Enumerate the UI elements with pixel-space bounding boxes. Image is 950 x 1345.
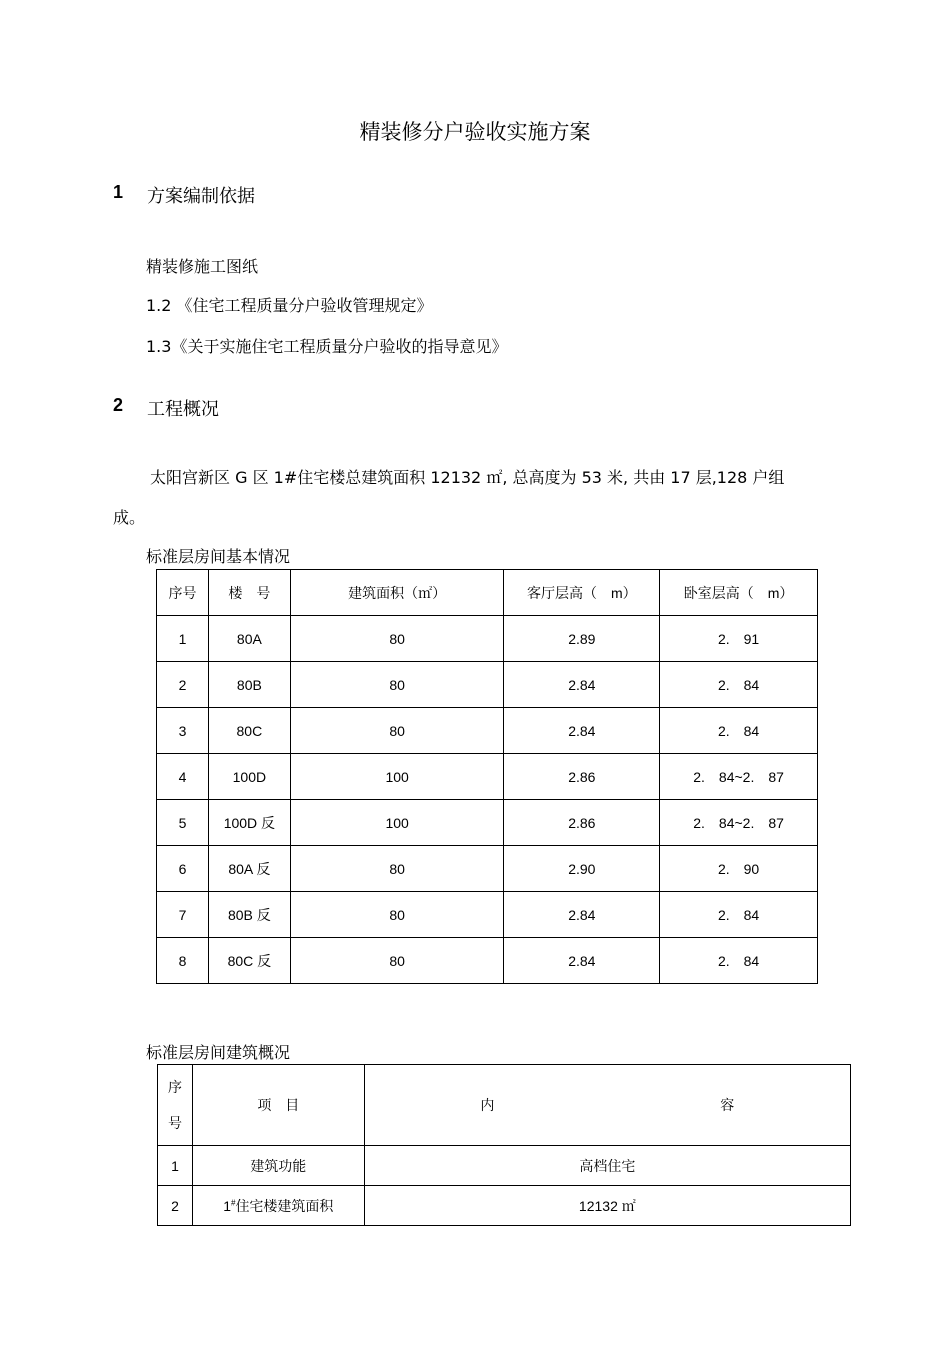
- cell-seq: 4: [157, 754, 209, 800]
- table-row: [157, 754, 818, 800]
- cell-item: [192, 1146, 364, 1186]
- cell-content: 高档住宅: [364, 1146, 850, 1186]
- basis-item-2: 1.2 《住宅工程质量分户验收管理规定》: [146, 296, 433, 315]
- table-header-row: [157, 570, 818, 616]
- header-content: [364, 1065, 850, 1146]
- cell-area: 100: [290, 800, 504, 846]
- table-row: [157, 616, 818, 662]
- table-row: [158, 1186, 851, 1226]
- basis-item-1: 精装修施工图纸: [146, 257, 259, 276]
- cell-living-height: 2.90: [504, 846, 660, 892]
- cell-bedroom-height: 2. 84~2. 87: [660, 800, 818, 846]
- header-seq: [158, 1065, 193, 1146]
- table-row: [157, 892, 818, 938]
- cell-building: 80C: [208, 708, 290, 754]
- cell-seq: 1: [157, 616, 209, 662]
- cell-living-height: 2.84: [504, 708, 660, 754]
- header-area: 建筑面积（㎡）: [290, 570, 504, 616]
- cell-item-text: 住宅楼建筑面积: [235, 1197, 334, 1214]
- section-2-heading: 工程概况: [147, 399, 219, 420]
- room-basic-table: [156, 569, 818, 984]
- cell-building: 80C 反: [208, 938, 290, 984]
- cell-living-height: 2.86: [504, 754, 660, 800]
- cell-building: 80B 反: [208, 892, 290, 938]
- header-seq: 序号: [157, 570, 209, 616]
- header-living-height: 客厅层高（ m）: [504, 570, 660, 616]
- header-content-b: 容: [720, 1097, 735, 1113]
- cell-seq: 2: [158, 1186, 193, 1226]
- cell-seq: 6: [157, 846, 209, 892]
- cell-living-height: 2.89: [504, 616, 660, 662]
- table-row: [157, 800, 818, 846]
- cell-building: 100D 反: [208, 800, 290, 846]
- header-seq-top: 序: [167, 1079, 182, 1095]
- cell-area: 80: [290, 846, 504, 892]
- cell-building: 100D: [208, 754, 290, 800]
- cell-area: 80: [290, 616, 504, 662]
- header-item: 项 目: [192, 1065, 364, 1146]
- table-row: [157, 662, 818, 708]
- cell-living-height: 2.84: [504, 662, 660, 708]
- header-building: 楼 号: [208, 570, 290, 616]
- section-2-number: 2: [113, 395, 124, 415]
- cell-item-sup: #: [230, 1197, 236, 1207]
- overview-paragraph-line-2: 成。: [113, 508, 146, 527]
- room-building-table: [157, 1064, 851, 1226]
- cell-bedroom-height: 2. 84: [660, 708, 818, 754]
- cell-seq: 2: [157, 662, 209, 708]
- table-row: [157, 708, 818, 754]
- cell-building: 80B: [208, 662, 290, 708]
- header-bedroom-height: 卧室层高（ m）: [660, 570, 818, 616]
- table-header-row: [158, 1065, 851, 1146]
- basis-item-3: 1.3《关于实施住宅工程质量分户验收的指导意见》: [146, 337, 508, 356]
- cell-item-prefix: 1: [223, 1197, 231, 1214]
- cell-area: 80: [290, 938, 504, 984]
- cell-item-text: 建筑功能: [250, 1157, 307, 1174]
- cell-bedroom-height: 2. 84: [660, 892, 818, 938]
- table-2-caption: 标准层房间建筑概况: [146, 1043, 291, 1062]
- section-1-number: 1: [113, 182, 124, 202]
- header-content-a: 内: [480, 1097, 495, 1113]
- cell-area: 100: [290, 754, 504, 800]
- cell-living-height: 2.84: [504, 892, 660, 938]
- table-row: [157, 938, 818, 984]
- cell-building: 80A 反: [208, 846, 290, 892]
- cell-area: 80: [290, 892, 504, 938]
- header-seq-bottom: 号: [167, 1115, 182, 1131]
- cell-content: 12132 ㎡: [364, 1186, 850, 1226]
- cell-living-height: 2.86: [504, 800, 660, 846]
- cell-bedroom-height: 2. 90: [660, 846, 818, 892]
- table-row: [158, 1146, 851, 1186]
- cell-seq: 7: [157, 892, 209, 938]
- cell-bedroom-height: 2. 84: [660, 662, 818, 708]
- cell-seq: 1: [158, 1146, 193, 1186]
- cell-bedroom-height: 2. 91: [660, 616, 818, 662]
- cell-area: 80: [290, 708, 504, 754]
- cell-seq: 3: [157, 708, 209, 754]
- cell-bedroom-height: 2. 84: [660, 938, 818, 984]
- overview-paragraph-line-1: 太阳宫新区 G 区 1#住宅楼总建筑面积 12132 ㎡, 总高度为 53 米, 共由 17 层,128 户组: [150, 468, 785, 487]
- cell-item: [192, 1186, 364, 1226]
- cell-building: 80A: [208, 616, 290, 662]
- table-1-caption: 标准层房间基本情况: [146, 547, 291, 566]
- cell-living-height: 2.84: [504, 938, 660, 984]
- cell-bedroom-height: 2. 84~2. 87: [660, 754, 818, 800]
- cell-seq: 5: [157, 800, 209, 846]
- table-row: [157, 846, 818, 892]
- page-title: 精装修分户验收实施方案: [359, 120, 591, 144]
- section-1-heading: 方案编制依据: [147, 186, 255, 207]
- cell-seq: 8: [157, 938, 209, 984]
- cell-area: 80: [290, 662, 504, 708]
